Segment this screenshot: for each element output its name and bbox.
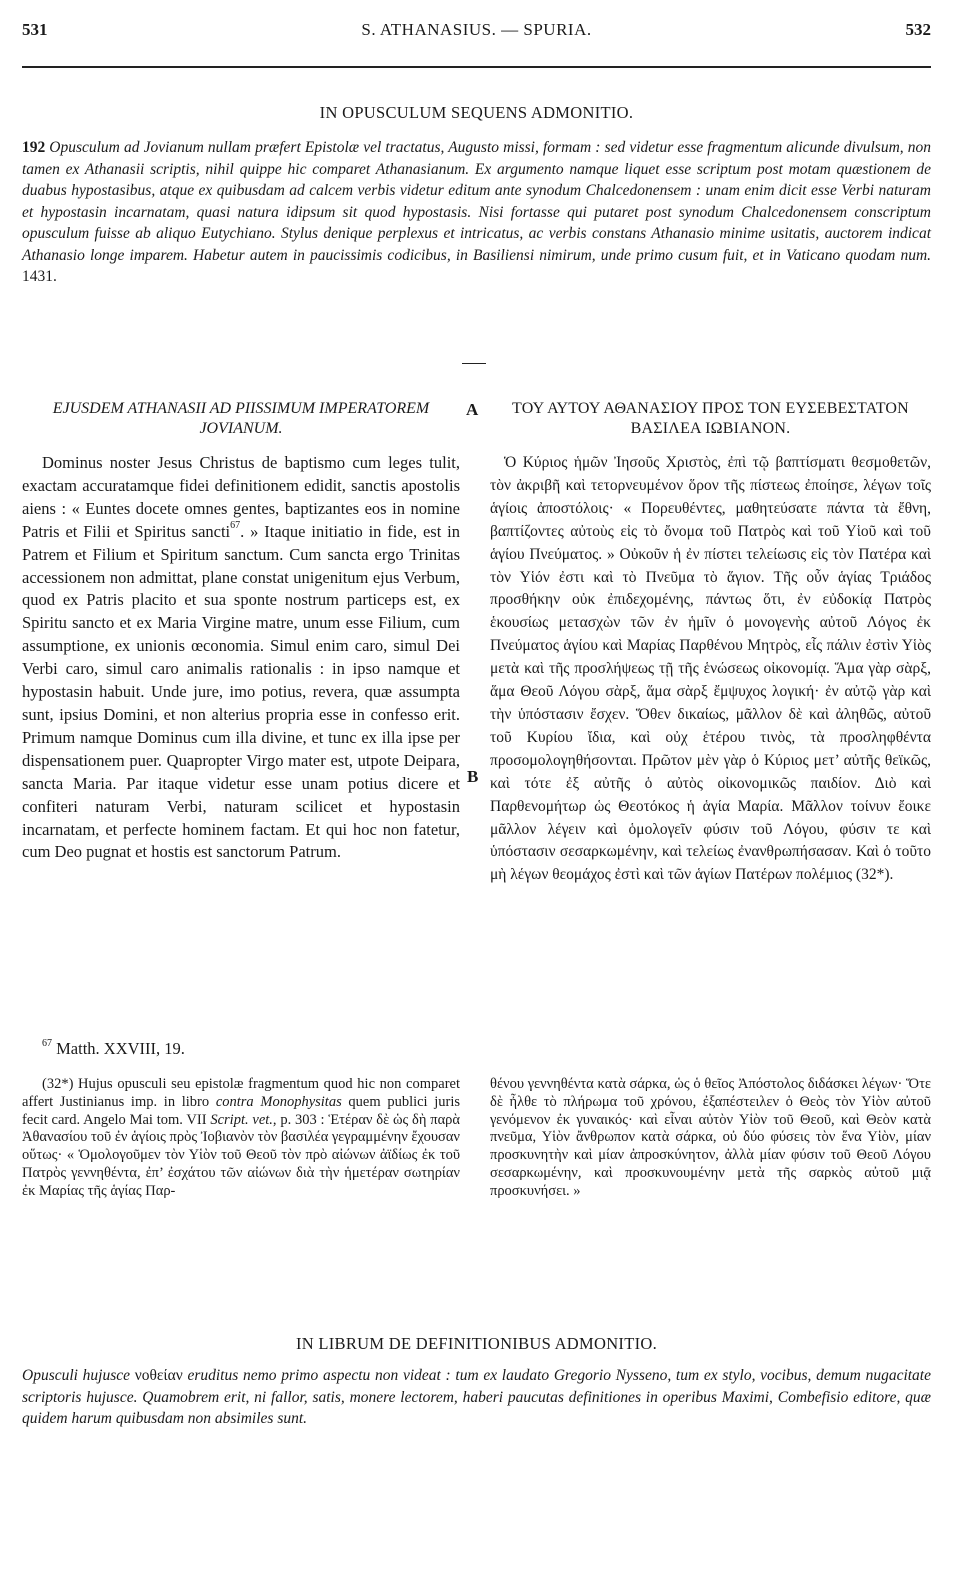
greek-heading: ΤΟΥ ΑΥΤΟΥ ΑΘΑΝΑΣΙΟΥ ΠΡΟΣ ΤΟΝ ΕΥΣΕΒΕΣΤΑΤΟΝ ΒΑΣΙΛΕΑ ΙΩΒΙΑΝΟΝ. [512,400,909,437]
admonition-body: Opusculum ad Jovianum nullam præfert Epistolæ vel tractatus, Augusto missi, formam : sed videtur esse fragmentum alicunde divulsum, non tamen ex Athanasii scriptis, nihil quippe hic comparet Athanasianum. Ex argumento namque liquet esse scriptum post motam quæstionem de duabus hypostasibus, atque ex quibusdam ad calcem verbis videtur editum ante synodum Chalcedonensem : unam enim dicit esse Verbi naturam et hypostasin incarnatam, quasi natura idipsum sit quod hypostasis. Nisi fortasse qui putaret post synodum Chalcedonensem conscriptum opusculum fuisse ab aliquo Eutychiano. Stylus denique perplexus et intricatus, ac verbis constans Athanasio minime usitatis, auctorem indicat Athanasio longe imparem. Habetur autem in paucissimis codicibus, in Basiliensi nimirum, unde primo cusum fuit, et in Vaticano quodam [22,139,931,264]
latin-column [22,452,460,864]
header-rule [22,66,931,68]
admonition-text [22,137,931,357]
greek-word: νοθείαν [134,1367,183,1384]
num-label: num. [900,246,932,264]
greek-column [490,452,931,887]
second-admonition-title: IN LIBRUM DE DEFINITIONIBUS ADMONITIO. [295,1334,658,1353]
admonition-body: eruditus nemo primo aspectu non videat : tum ex laudato Gregorio Nysseno, tum ex stylo, vocibus, demum nugacitate scriptoris hujusce. Quamobrem erit, ni fallor, satis, monere lectorem, haberi paucutas definitiones in operibus Maximi, Combefisio editore, quæ quidem harum quibusdam non absimiles sunt. [22,1367,931,1427]
footnote-67 [42,1039,185,1059]
admonition-title: IN OPUSCULUM SEQUENS ADMONITIO. [319,103,634,122]
note-ref-32: (32*). [855,866,894,884]
running-header [22,20,931,44]
footnote-text: Matth. XXVIII, 19. [56,1039,185,1058]
page-number-right: 532 [905,20,931,39]
note-32-right: θένου γεννηθέντα κατὰ σάρκα, ὡς ὁ θεῖος Ἀπόστολος διδάσκει λέγων· Ὅτε δὲ ἦλθε τὸ πλήρωμα τοῦ χρόνου, ἐξαπέστειλεν ὁ Θεὸς τὸν Υἱὸν αὐτοῦ γενόμενον ἐκ γυναικός· καὶ εἶναι αὐτὸν Υἱὸν τοῦ Θεοῦ, καὶ Θεὸν κατὰ πνεῦμα, Υἱὸν ἄνθρωπον κατὰ σάρκα, οὐ δύο φύσεις τὸν ἕνα Υἱὸν, μίαν προσκυνητὴν καὶ μίαν ἀπροσκύνητον, ἀλλὰ μίαν φύσιν τοῦ Θεοῦ Λόγου σεσαρκωμένην, καὶ προσκυνουμένην μετὰ τῆς σαρκὸς αὐτοῦ μιᾷ προσκυνήσει. » [490,1076,931,1199]
num-value: 1431. [22,268,57,285]
latin-text-2: . » Itaque initiatio in fide, est in Patrem et Filium et Spiritum sanctum. Cum sancta ergo Trinitas accessionem non admittat, plane constat unigenitum ejus Verbum, quod ex Patris placito et sua sponte nostrum particeps est, ex Spiritu sancto et ex Maria Virgine matre, unum esse Filium, cum assumptione, ex unionis œconomia. Simul enim caro, simul Dei Verbi caro, simul caro animalis rationalis : in ipso namque et hypostasin habuit. Unde jure, imo potius, revera, quæ assumpta sunt, ipsius Domini, et non alterius propria esse in confesso erit. Primum namque Dominus cum illa divine, et tunc ex illa ipse per dispensationem puer. Quapropter Virgo mater est, utpote Deipara, sancta Maria. Par itaque videtur esse unam potius dicere et confiteri naturam Verbi, naturam scilicet et hypostasin incarnatam, et perfecte hominem factam. Et qui hoc non fatetur, cum Deo pugnat et hostis est sanctorum Patrum. [22,521,460,862]
note-book-title: contra Monophysitas [215,1093,342,1110]
section-divider [462,363,486,364]
note-text: (32*) Hujus opusculi seu epistolæ fragmentum quod hic non comparet affert Justinianus imp. in libro [22,1076,460,1110]
footnote-number: 67 [42,1038,52,1049]
footnote-ref-67: 67 [230,519,241,531]
marker-b: B [467,767,479,786]
second-admonition-text [22,1365,931,1475]
latin-text-1: Dominus noster Jesus Christus de baptismo cum leges tulit, exactam accuratamque fidei definitionem edidit, sanctis apostolis aiens : « Euntes docete omnes gentes, baptizantes eos in nomine Patris et Filii et Spiritus sancti [22,453,460,541]
note-work-title: Script. vet. [210,1111,273,1128]
marker-a: A [466,400,479,419]
greek-text: Ὁ Κύριος ἡμῶν Ἰησοῦς Χριστὸς, ἐπὶ τῷ βαπτίσματι θεσμοθετῶν, τὸν ἀκριβῆ καὶ τετορνευμένον ὅρον τῆς πίστεως ἐποίησε, λέγων τοῖς ἁγίοις ἀποστόλοις· « Πορευθέντες, μαθητεύσατε πάντα τὰ ἔθνη, βαπτίζοντες αὐτοὺς εἰς τὸ ὄνομα τοῦ Πατρὸς καὶ τοῦ Υἱοῦ καὶ τοῦ ἁγίου Πνεύματος. » Οὐκοῦν ἡ ἐν πίστει τελείωσις εἰς τὸν Πατέρα καὶ τὸν Υἱόν ἐστι καὶ τὸ Πνεῦμα τὸ ἅγιον. Τῆς οὖν ἁγίας Τριάδος προσθήκην οὐκ ἐπιδεχομένης, πάντως ὅτι, ἐν εὐδοκίᾳ Πατρὸς ἑκουσίως μετασχὼν τῶν ἐν ἡμῖν ὁ μονογενὴς αὐτοῦ Λόγος ἐκ Πνεύματος ἁγίου καὶ Μαρίας Παρθένου Μητρὸς, εἷς πάλιν ἐστὶν Υἱὸς μετὰ καὶ τῆς προσλήψεως τῇ τῆς ἑνώσεως οἰκονομίᾳ. Ἅμα γὰρ σὰρξ, ἅμα Θεοῦ Λόγου σὰρξ, ἅμα σὰρξ ἔμψυχος λογική· ἐν αὐτῷ γὰρ καὶ τὴν ὑπόστασιν ἔσχεν. Ὅθεν δικαίως, μᾶλλον δὲ καὶ ἀληθῶς, αὐτοῦ τοῦ Κυρίου ἴδια, καὶ οὐχ ἑτέρου τινὸς, τὰ προσληφθέντα προσομολογηθήσονται. Πρῶτον μὲν γὰρ ὁ Κύριος μετ’ αὐτῆς θεϊκῶς, καὶ τότε ἐξ αὐτῆς ὁ αὐτὸς οἰκονομικῶς παιδίον. Διὸ καὶ Παρθενομήτωρ ὡς Θεοτόκος ἡ ἁγία Μαρία. Μᾶλλον τοίνυν ἔοικε μᾶλλον λέγειν καὶ ὁμολογεῖν φύσιν τοῦ Λόγου, φύσιν τε καὶ ὑπόστασιν σεσαρκωμένην, καὶ τελείως ἐνανθρωπήσασαν. Καὶ ὁ τοῦτο μὴ λέγων θεομάχος ἐστὶ καὶ τῶν ἁγίων Πατέρων πολέμιος [490,454,931,884]
note-text: , p. 303 : Ἑτέραν δὲ ὡς δὴ παρὰ Ἀθανασίου τοῦ ἐν ἁγίοις πρὸς Ἰοβιανὸν τὸν βασιλέα γεγραμμένην ἔχουσαν οὕτως· « Ὁμολογοῦμεν τὸν Υἱὸν τοῦ Θεοῦ τὸν πρὸ αἰώνων ἀϊδίως ἐκ τοῦ Πατρὸς γεννηθέντα, ἐπ’ ἐσχάτου τῶν αἰώνων διὰ τὴν ἡμετέραν σωτηρίαν ἐκ Μαρίας τῆς ἁγίας Παρ- [22,1111,460,1199]
note-32-left [22,1076,460,1201]
admonition-body: Opusculi hujusce [22,1367,131,1384]
latin-heading: EJUSDEM ATHANASII AD PIISSIMUM IMPERATOREM JOVIANUM. [52,400,430,437]
page-number-left: 531 [22,20,48,39]
running-title: S. ATHANASIUS. — SPURIA. [361,20,592,39]
section-number: 192 [22,139,46,156]
note-text: quem publici juris fecit card. Angelo Mai tom. VII [22,1093,461,1128]
